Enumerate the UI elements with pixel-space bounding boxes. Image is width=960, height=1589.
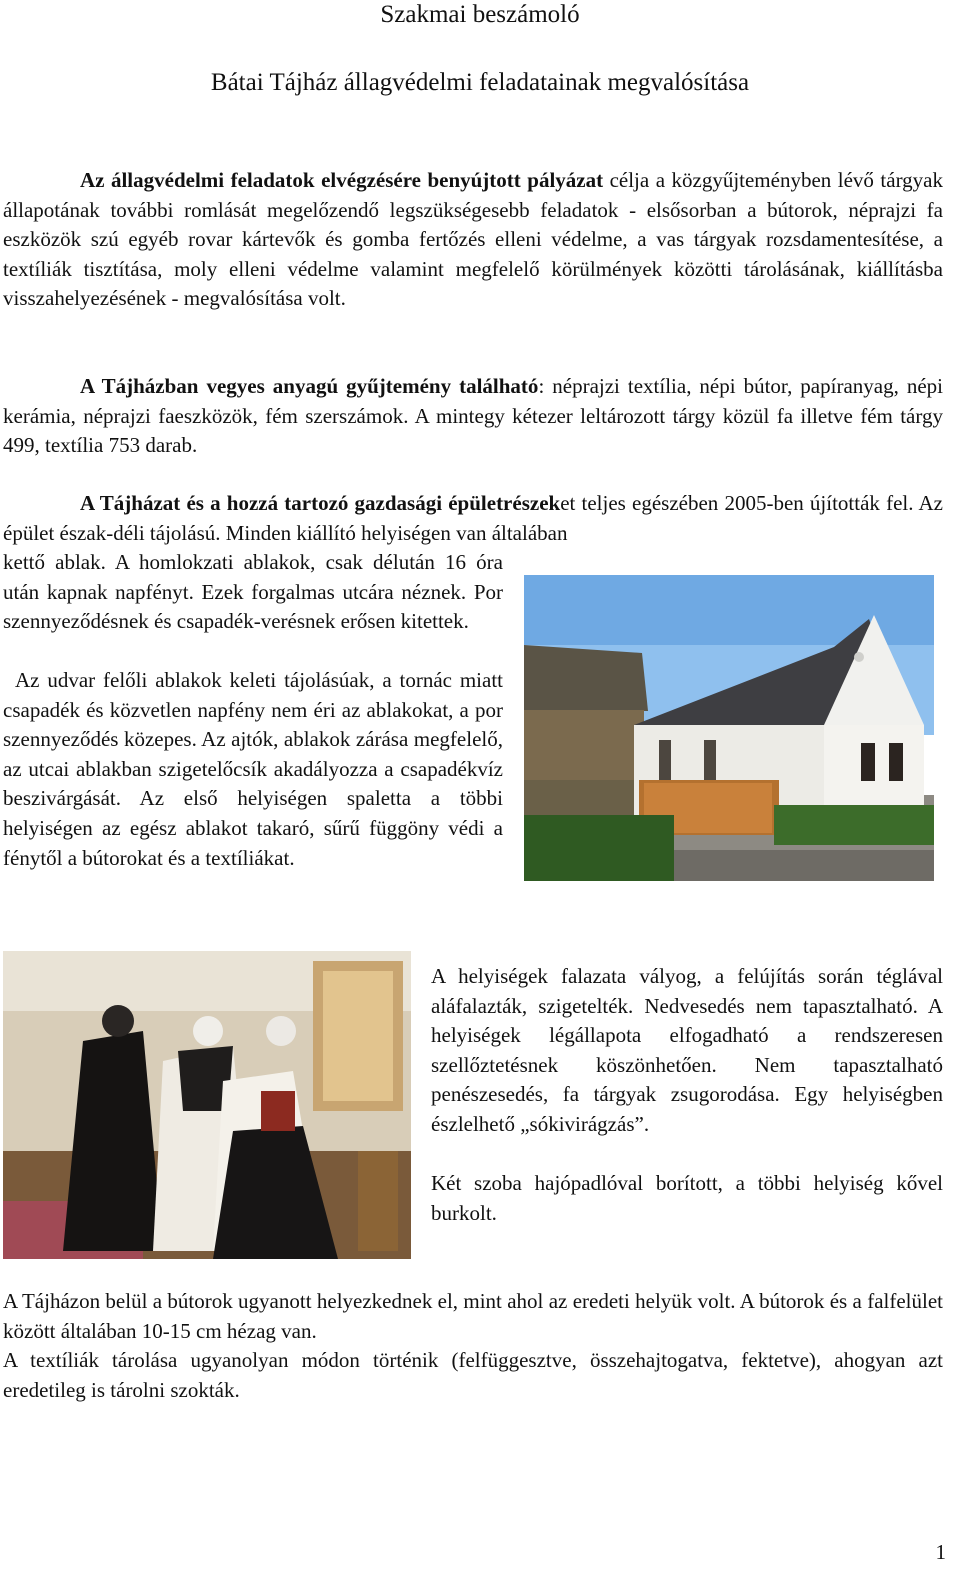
page-number: 1 [935, 1540, 946, 1564]
paragraph-3-text: et teljes egészében 2005-ben újították fel. Az épület észak-déli tájolású. Minden kiállító helyiségen van általában [3, 491, 943, 545]
paragraph-1-bold: Az állagvédelmi feladatok elvégzésére benyújtott pályázat [80, 168, 604, 192]
paragraph-2-text: : néprajzi textília, népi bútor, papíranyag, népi kerámia, néprajzi faeszközök, fém szerszámok. A mintegy kétezer leltározott tárgy közül fa illetve fém tárgy 499, textília 753 darab. [3, 374, 943, 458]
paragraph-5: A helyiségek falazata vályog, a felújítás során téglával aláfalazták, szigetelték. Nedvesedés nem tapasztalható. A helyiségek légállapota elfogadható a rendszeresen szellőztetésnek köszönhetően. Nem tapasztalható penészesedés, fa tárgyak zsugorodása. Egy helyiségben észlelhető „sókivirágzás”. [431, 964, 943, 1136]
paragraph-3-bold: A Tájházat és a hozzá tartozó gazdasági épületrészek [80, 491, 561, 515]
paragraph-3 [3, 489, 943, 548]
paragraph-2-bold: A Tájházban vegyes anyagú gyűjtemény található [80, 374, 539, 398]
paragraph-8: A textíliák tárolása ugyanolyan módon történik (felfüggesztve, összehajtogatva, fektetve), ahogyan azt eredetileg is tárolni szokták. [3, 1348, 943, 1402]
paragraph-6: Két szoba hajópadlóval borított, a többi helyiség kővel burkolt. [431, 1171, 943, 1225]
paragraph-1-text: célja a közgyűjteményben lévő tárgyak állapotának további romlását megelőzendő legszükségesebb feladatok - elsősorban a bútorok, néprajzi fa eszközök szú egyéb rovar kártevők és gomba fertőzés elleni védelme, a vas tárgyak rozsdamentesítése, a textíliák tisztítása, moly elleni védelme valamint megfelelő körülmények közötti tárolásának, kiállításba visszahelyezésének - megvalósítása volt. [3, 168, 943, 311]
paragraph-2 [3, 372, 943, 461]
house-exterior-photo [524, 575, 934, 881]
paragraph-4: Az udvar felőli ablakok keleti tájolásúak, a tornác miatt csapadék és közvetlen napfény nem éri az ablakokat, a por szennyeződés közepes. Az ajtók, ablakok zárása megfelelő, az utcai ablakban szigetelőcsík akadályozza a csapadékvíz beszivárgását. Az első helyiségen spaletta a többi helyiségen az egész ablakot takaró, sűrű függöny védi a fénytől a bútorokat és a textíliákat. [3, 668, 503, 870]
paragraph-3-continued: kettő ablak. A homlokzati ablakok, csak délután 16 óra után kapnak napfényt. Ezek forgalmas utcára néznek. Por szennyeződésnek és csapadék-verésnek erősen kitettek. [3, 550, 503, 634]
document-subtitle: Bátai Tájház állagvédelmi feladatainak megvalósítása [210, 69, 750, 96]
paragraph-1 [3, 166, 943, 314]
document-title: Szakmai beszámoló [380, 1, 580, 28]
paragraph-7: A Tájházon belül a bútorok ugyanott helyezkednek el, mint ahol az eredeti helyük volt. A bútorok és a falfelület között általában 10-15 cm hézag van. [3, 1289, 943, 1343]
interior-costumes-photo [3, 951, 411, 1259]
